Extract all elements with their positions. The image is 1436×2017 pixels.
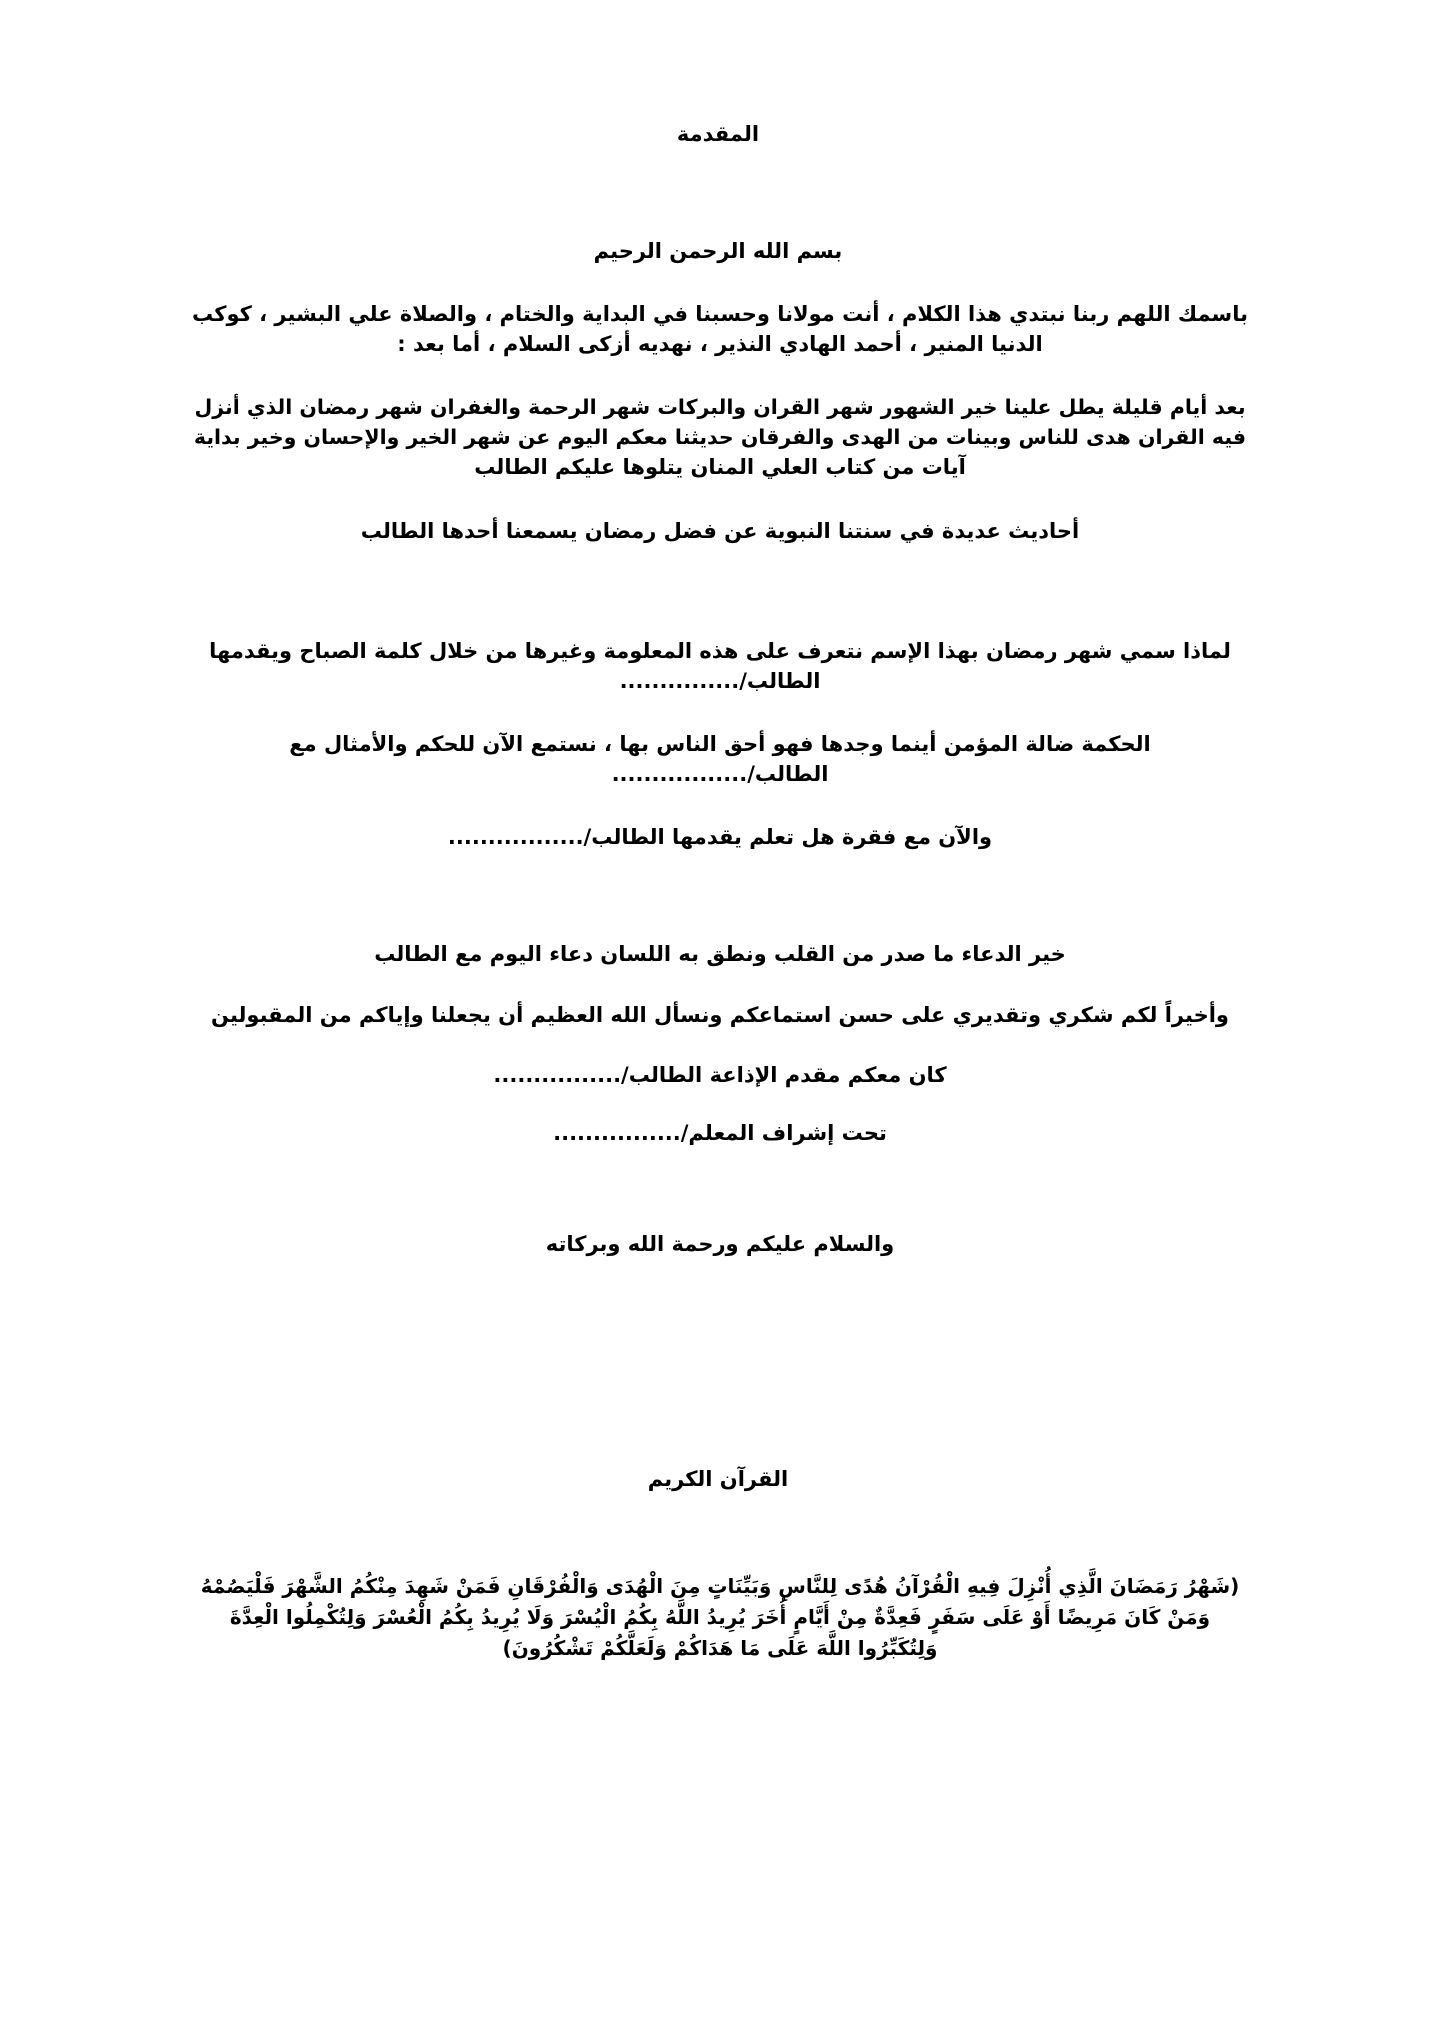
p8: وأخيراً لكم شكري وتقديري على حسن استماعكم ونسأل الله العظيم أن يجعلنا وإياكم من المقبولين	[211, 1003, 1229, 1027]
verse-line-3: وَلِتُكَبِّرُوا اللَّهَ عَلَى مَا هَدَاكُمْ وَلَعَلَّكُمْ تَشْكُرُونَ)	[502, 1636, 938, 1660]
p4-line-2: الطالب/...............	[619, 669, 821, 693]
p6: والآن مع فقرة هل تعلم يقدمها الطالب/.................	[447, 825, 993, 849]
basmala: بسم الله الرحمن الرحيم	[593, 239, 843, 263]
heading-quran: القرآن الكريم	[647, 1467, 789, 1491]
p4-line-1: لماذا سمي شهر رمضان بهذا الإسم نتعرف على هذه المعلومة وغيرها من خلال كلمة الصباح ويقدمها	[209, 639, 1231, 663]
closing-greeting: والسلام عليكم ورحمة الله وبركاته	[545, 1232, 895, 1256]
p5-line-2: الطالب/.................	[611, 762, 829, 786]
p1-line-1: باسمك اللهم ربنا نبتدي هذا الكلام ، أنت مولانا وحسبنا في البداية والختام ، والصلاة علي البشير ، كوكب	[192, 302, 1248, 326]
verse-line-2: وَمَنْ كَانَ مَرِيضًا أَوْ عَلَى سَفَرٍ فَعِدَّةٌ مِنْ أَيَّامٍ أُخَرَ يُرِيدُ اللَّهُ بِكُمُ الْيُسْرَ وَلَا يُرِيدُ بِكُمُ الْعُسْرَ وَلِتُكْمِلُوا الْعِدَّةَ	[229, 1605, 1211, 1629]
p10: تحت إشراف المعلم/................	[553, 1121, 887, 1145]
p2-line-3: آيات من كتاب العلي المنان يتلوها عليكم الطالب	[474, 455, 966, 479]
verse-line-1: (شَهْرُ رَمَضَانَ الَّذِي أُنْزِلَ فِيهِ الْقُرْآنُ هُدًى لِلنَّاسِ وَبَيِّنَاتٍ مِنَ الْهُدَى وَالْفُرْقَانِ فَمَنْ شَهِدَ مِنْكُمُ الشَّهْرَ فَلْيَصُمْهُ	[200, 1574, 1240, 1598]
p5-line-1: الحكمة ضالة المؤمن أينما وجدها فهو أحق الناس بها ، نستمع الآن للحكم والأمثال مع	[289, 732, 1151, 756]
p7: خير الدعاء ما صدر من القلب ونطق به اللسان دعاء اليوم مع الطالب	[374, 942, 1066, 966]
p2-line-2: فيه القران هدى للناس وبينات من الهدى والفرقان حديثنا معكم اليوم عن شهر الخير والإحسان وخير بداية	[193, 425, 1247, 449]
p2-line-1: بعد أيام قليلة يطل علينا خير الشهور شهر القران والبركات شهر الرحمة والغفران شهر رمضان الذي أنزل	[194, 395, 1246, 419]
p1-line-2: الدنيا المنير ، أحمد الهادي النذير ، نهديه أزكى السلام ، أما بعد :	[397, 332, 1043, 356]
p9: كان معكم مقدم الإذاعة الطالب/................	[493, 1063, 947, 1087]
heading-intro: المقدمة	[676, 122, 760, 146]
p3: أحاديث عديدة في سنتنا النبوية عن فضل رمضان يسمعنا أحدها الطالب	[360, 519, 1080, 543]
